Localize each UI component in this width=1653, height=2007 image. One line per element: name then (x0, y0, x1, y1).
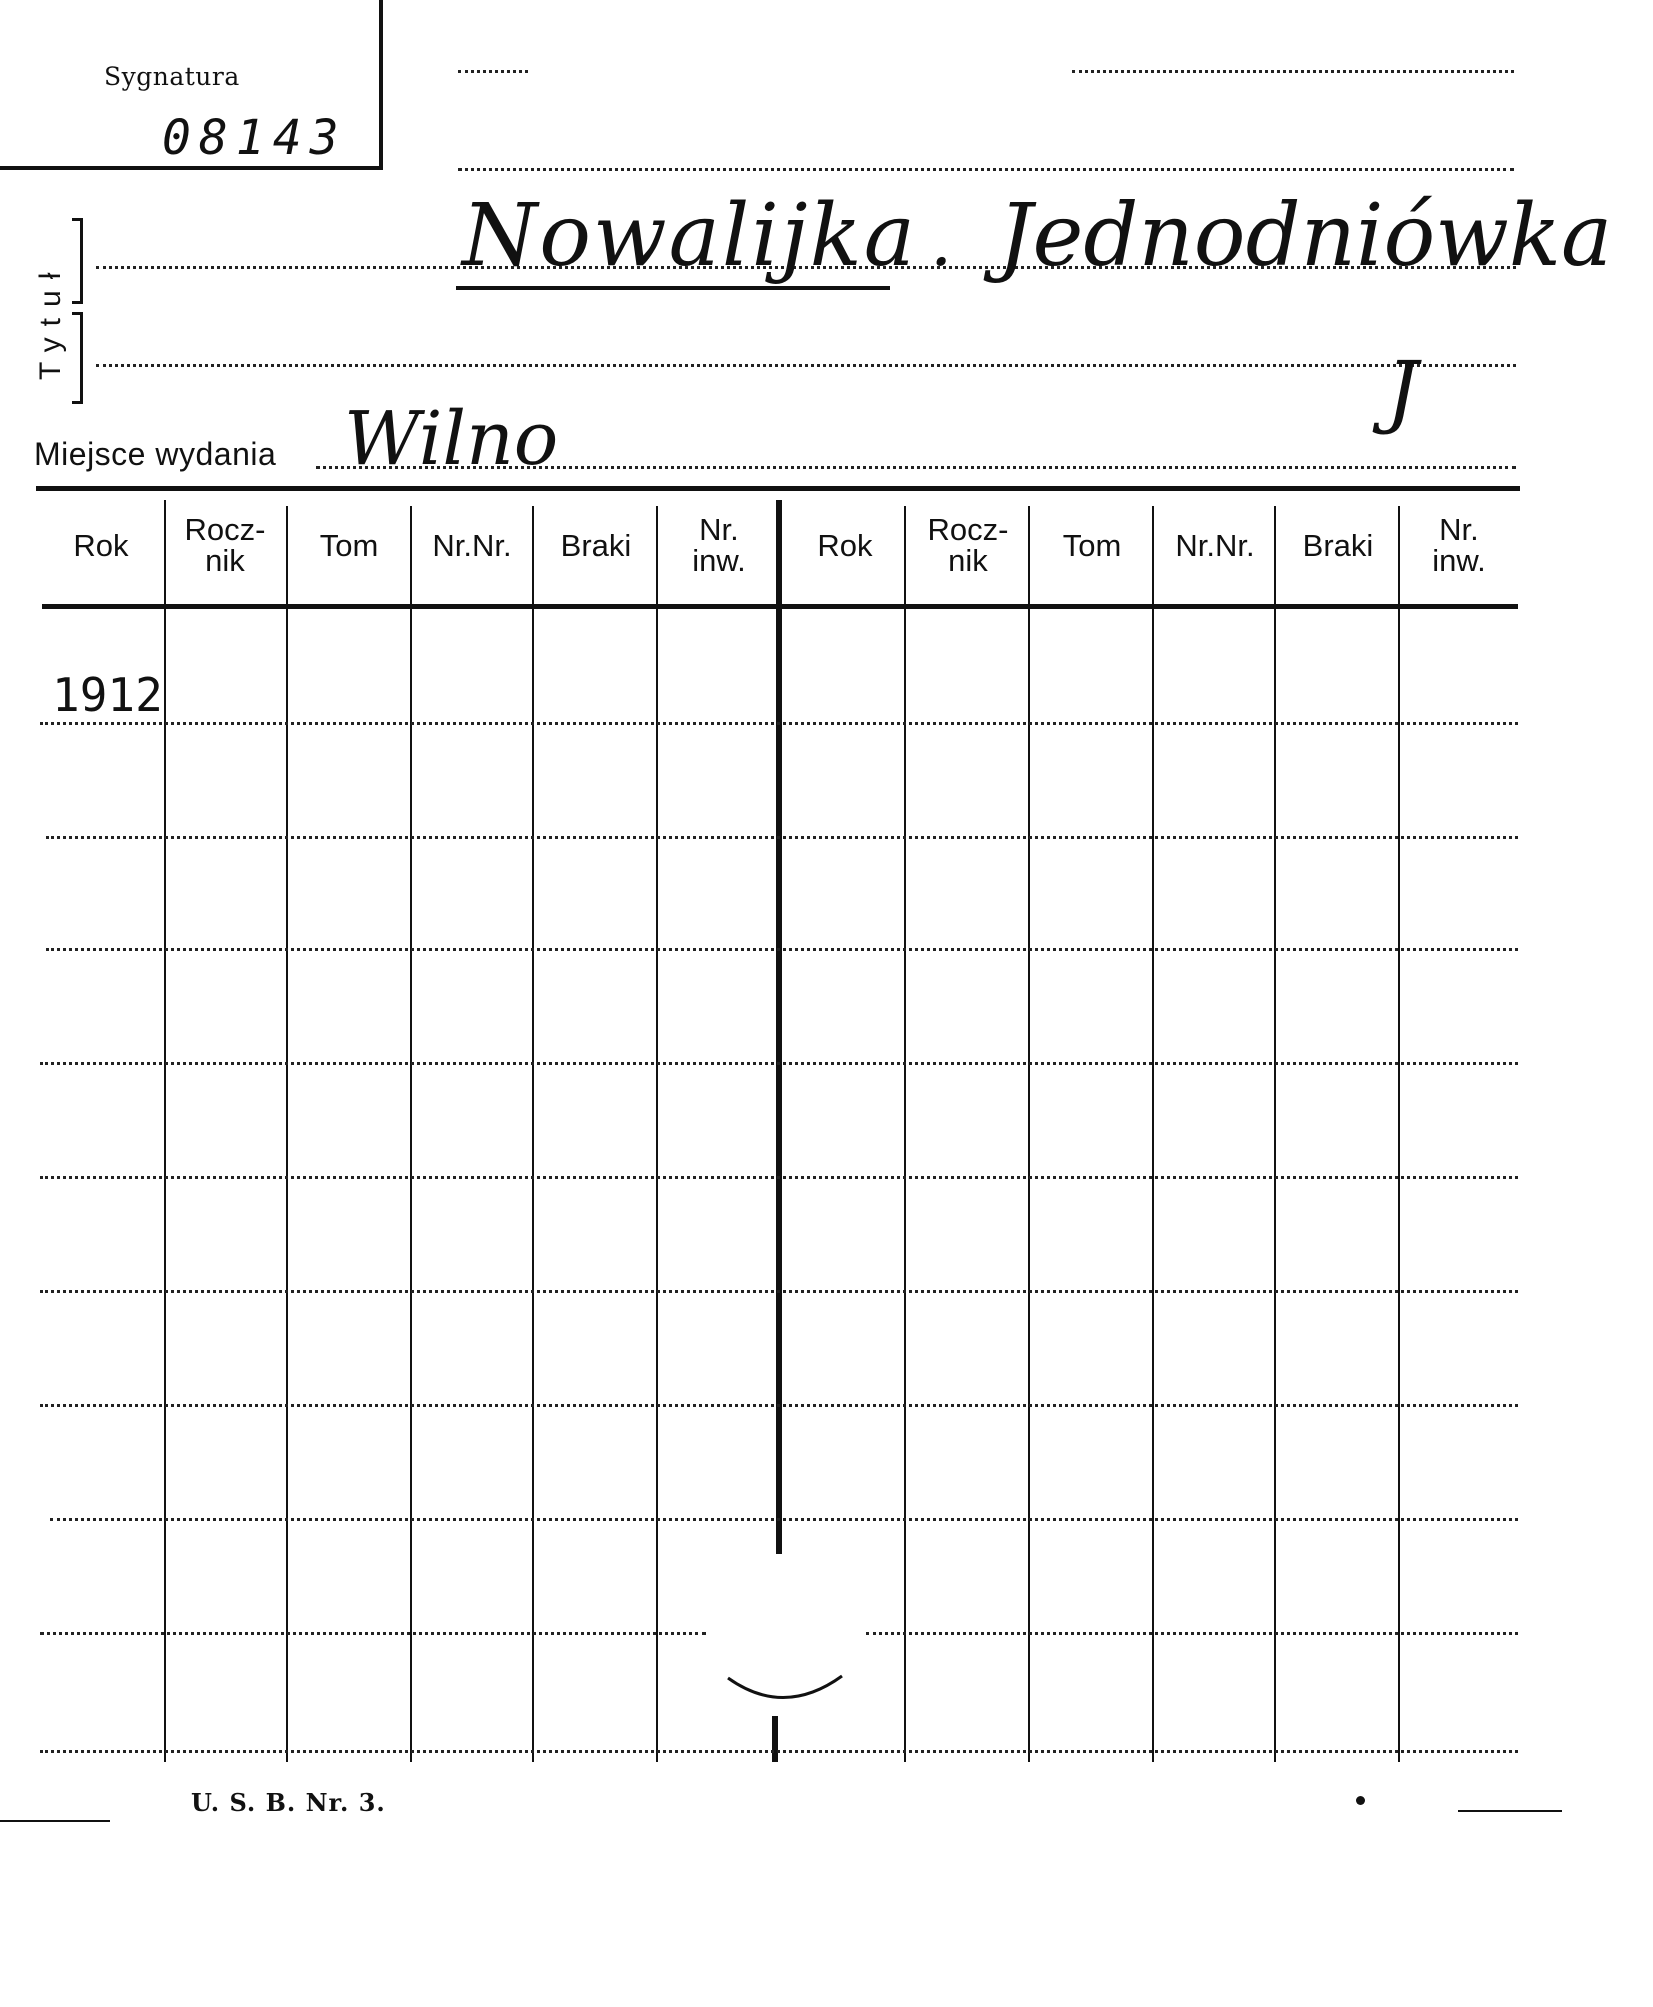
column-header-rocznik: Rocz- nik (184, 512, 266, 578)
row-dotted-line (40, 1176, 1518, 1179)
column-divider (1398, 506, 1400, 1762)
column-header-braki: Braki (560, 527, 632, 563)
column-divider (532, 506, 534, 1762)
place-label: Miejsce wydania (34, 436, 277, 472)
title-handwritten-part2: Jednodniówka (998, 186, 1613, 286)
column-header-nr-inw: Nr. inw. (692, 512, 746, 578)
signature-label: Sygnatura (104, 62, 240, 91)
title-bracket-lower (72, 312, 83, 404)
row-dotted-line-left (40, 1632, 706, 1635)
column-header-tom: Tom (319, 527, 379, 563)
column-header-braki-2: Braki (1302, 527, 1374, 563)
row-1-year: 1912 (52, 668, 163, 722)
column-divider (1152, 506, 1154, 1762)
form-footer: U. S. B. Nr. 3. (191, 1788, 386, 1817)
column-divider (164, 500, 166, 1762)
column-header-nrnr-2: Nr.Nr. (1175, 527, 1255, 563)
column-header-tom-2: Tom (1062, 527, 1122, 563)
column-header-rok: Rok (73, 527, 129, 563)
top-dotted-line-full (458, 168, 1514, 171)
top-dotted-line-right (1072, 70, 1514, 73)
column-divider (410, 506, 412, 1762)
top-dotted-line-short (458, 70, 528, 73)
title-dotted-line-2 (96, 364, 1516, 367)
column-header-rocznik-2: Rocz- nik (927, 512, 1009, 578)
title-label: Tytuł (34, 261, 67, 380)
margin-mark: J (1386, 344, 1419, 437)
column-header-nrnr: Nr.Nr. (432, 527, 512, 563)
signature-box (0, 0, 383, 170)
ink-dot (1356, 1796, 1365, 1805)
row-dotted-line (40, 1750, 1518, 1753)
column-divider (1274, 506, 1276, 1762)
row-dotted-line-right (866, 1632, 1518, 1635)
center-divider-upper (776, 500, 782, 1554)
column-header-rok-2: Rok (817, 527, 873, 563)
row-dotted-line (40, 1062, 1518, 1065)
scan-edge-mark-right (1458, 1810, 1562, 1812)
column-divider (286, 506, 288, 1762)
column-header-nr-inw-2: Nr. inw. (1432, 512, 1486, 578)
table-top-rule (36, 486, 1520, 491)
row-dotted-line (50, 1518, 1518, 1521)
scan-edge-mark-left (0, 1820, 110, 1822)
punch-hole-arc (724, 1668, 848, 1714)
title-handwritten-part1: Nowalijka (462, 186, 917, 286)
title-underline (456, 286, 890, 290)
row-dotted-line (40, 1290, 1518, 1293)
row-dotted-line (40, 1404, 1518, 1407)
title-separator: . (930, 200, 953, 282)
row-dotted-line (46, 948, 1518, 951)
column-divider (1028, 506, 1030, 1762)
row-dotted-line (40, 722, 1518, 725)
row-dotted-line (46, 836, 1518, 839)
column-divider (904, 506, 906, 1762)
title-bracket-upper (72, 218, 83, 304)
column-divider (656, 506, 658, 1762)
place-handwritten: Wilno (344, 396, 559, 482)
center-divider-lower (772, 1716, 778, 1762)
signature-value: 08143 (162, 110, 347, 166)
